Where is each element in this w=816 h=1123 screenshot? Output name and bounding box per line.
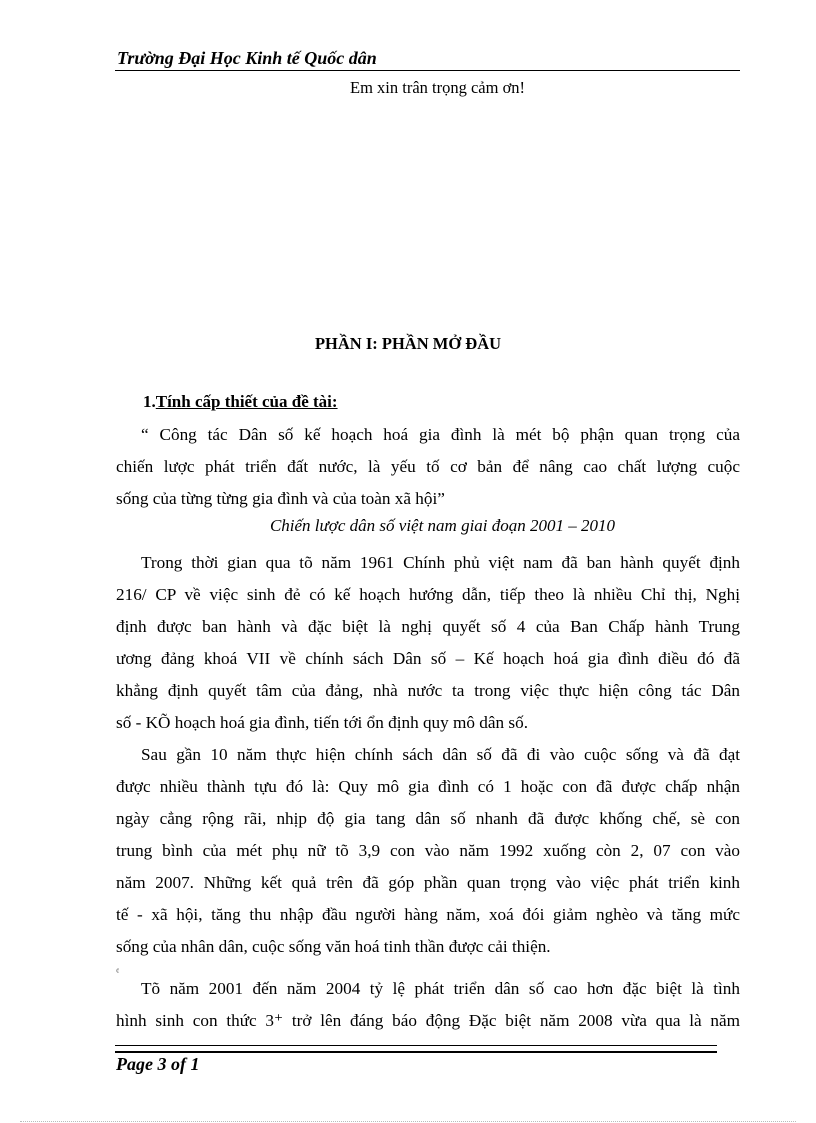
paragraph-line: 216/ CP về việc sinh đẻ có kế hoạch hướng dẫn, tiếp theo là nhiều Chỉ thị, Nghị — [116, 585, 740, 604]
quote-line: chiến lược phát triển đất nước, là yếu tố cơ bản để nâng cao chất lượng cuộc — [116, 457, 740, 476]
page-edge-dots — [20, 1121, 796, 1122]
stray-mark: ¢ — [116, 967, 120, 975]
page-number: Page 3 of 1 — [116, 1054, 200, 1074]
section-title: PHẦN I: PHẦN MỞ ĐẦU — [314, 334, 502, 353]
paragraph-line: năm 2007. Những kết quả trên đã góp phần quan trọng vào việc phát triển kinh — [116, 873, 740, 892]
quote-line: sống của từng từng gia đình và của toàn xã hội” — [116, 489, 445, 508]
paragraph-line: ương đảng khoá VII về chính sách Dân số – Kế hoạch hoá gia đình điều đó đã — [116, 649, 740, 668]
header-title: Trường Đại Học Kinh tế Quốc dân — [117, 48, 377, 68]
paragraph-line: trung bình của mét phụ nữ tõ 3,9 con vào năm 1992 xuống còn 2, 07 con vào — [116, 841, 740, 860]
paragraph-line: Sau gần 10 năm thực hiện chính sách dân số đã đi vào cuộc sống và đã đạt — [141, 745, 740, 764]
subheading-number: 1. — [143, 392, 156, 411]
paragraph-line: sống của nhân dân, cuộc sống văn hoá tinh thần được cải thiện. — [116, 937, 551, 956]
paragraph-line: được nhiều thành tựu đó là: Quy mô gia đình có 1 hoặc con đã được chấp nhận — [116, 777, 740, 796]
paragraph-line: khẳng định quyết tâm của đảng, nhà nước ta trong việc thực hiện công tác Dân — [116, 681, 740, 700]
paragraph-line: tế - xã hội, tăng thu nhập đầu người hàng năm, xoá đói giảm nghèo và tăng mức — [116, 905, 740, 924]
paragraph-line: Tõ năm 2001 đến năm 2004 tỷ lệ phát triển dân số cao hơn đặc biệt là tình — [141, 979, 740, 998]
header-rule — [115, 70, 740, 71]
subheading — [143, 392, 338, 412]
footer-rule — [115, 1045, 717, 1053]
quote-caption: Chiến lược dân số việt nam giai đoạn 2001 – 2010 — [269, 516, 616, 535]
paragraph-line: hình sinh con thức 3⁺ trở lên đáng báo động Đặc biệt năm 2008 vừa qua là năm — [116, 1011, 740, 1030]
paragraph-line: Trong thời gian qua tõ năm 1961 Chính phủ việt nam đã ban hành quyết định — [141, 553, 740, 572]
thanks-line: Em xin trân trọng cảm ơn! — [350, 78, 526, 97]
paragraph-line: định được ban hành và đặc biệt là nghị quyết số 4 của Ban Chấp hành Trung — [116, 617, 740, 636]
quote-line: “ Công tác Dân số kế hoạch hoá gia đình là mét bộ phận quan trọng của — [141, 425, 740, 444]
subheading-text: Tính cấp thiết của đề tài: — [155, 392, 338, 411]
paragraph-line: ngày cẳng rộng rãi, nhịp độ gia tang dân số nhanh đã được khống chế, sè con — [116, 809, 740, 828]
paragraph-line: số - KÕ hoạch hoá gia đình, tiến tới ổn định quy mô dân số. — [116, 713, 528, 732]
